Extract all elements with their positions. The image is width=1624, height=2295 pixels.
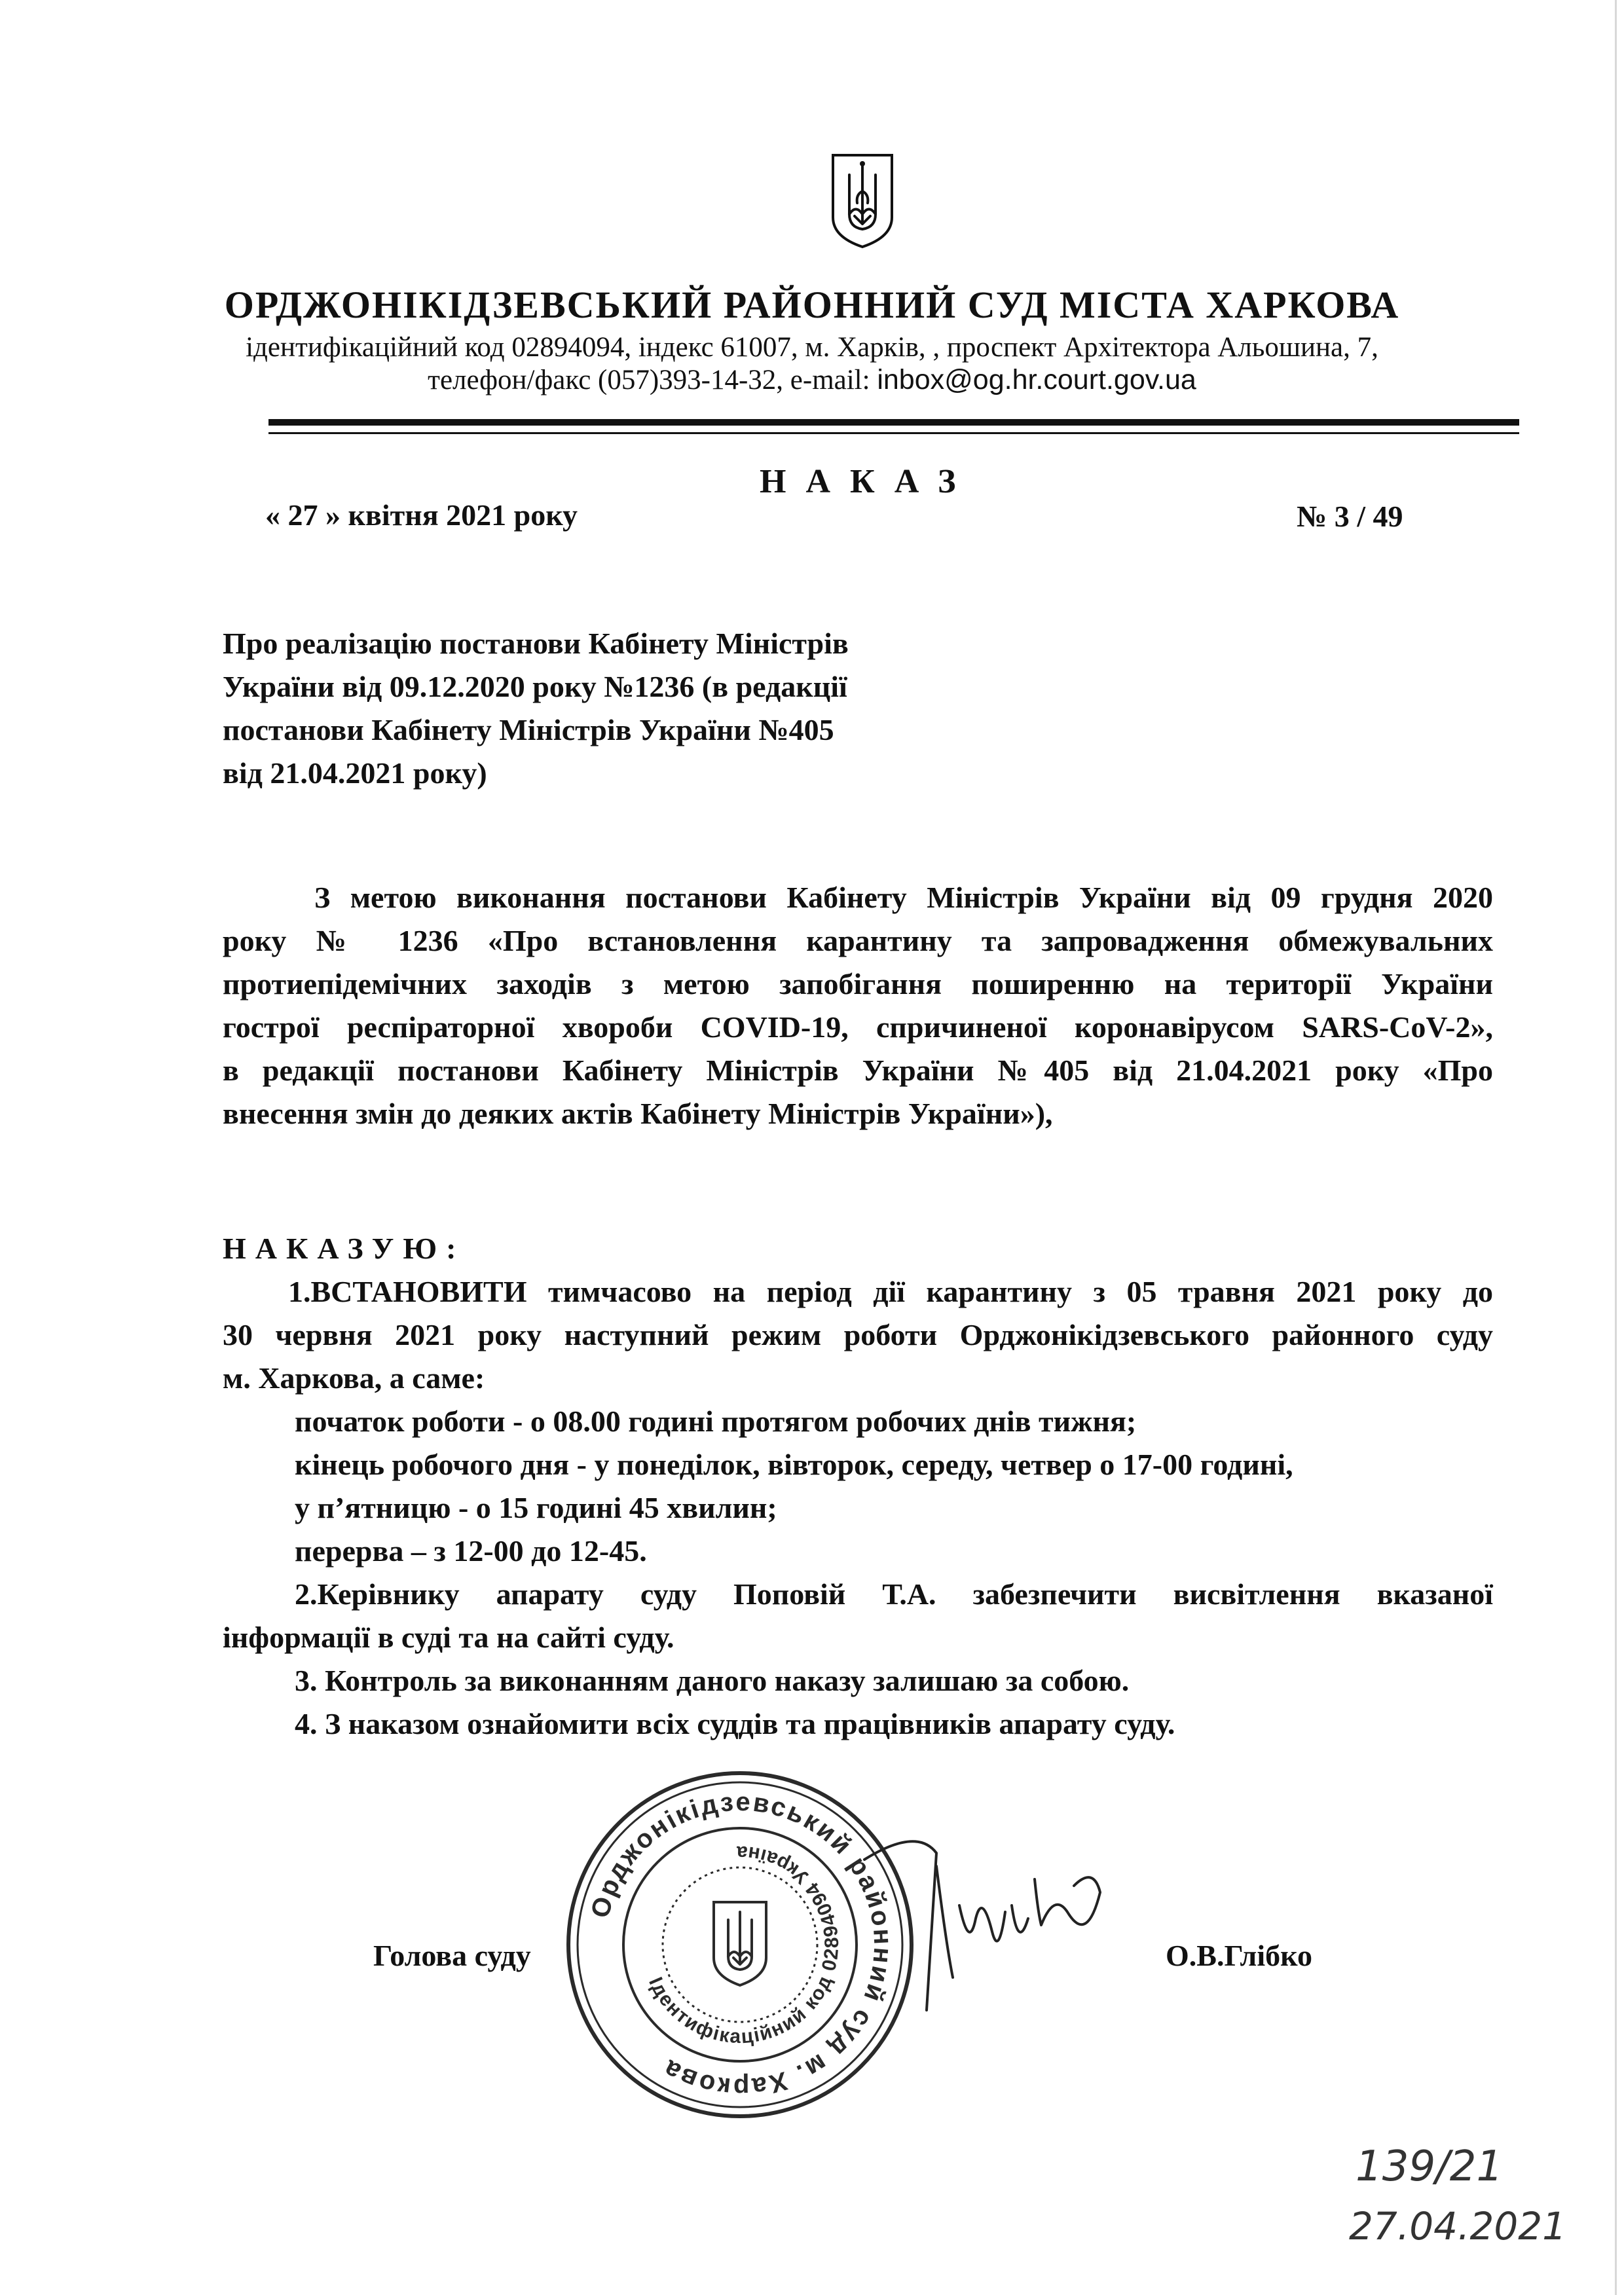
court-email: inbox@og.hr.court.gov.ua	[877, 364, 1196, 395]
order-item-line: 30 червня 2021 року наступний режим роботи Орджонікідзевського районного суду	[223, 1318, 1493, 1351]
order-item-line: у п’ятницю - о 15 годині 45 хвилин;	[295, 1491, 777, 1524]
order-items	[223, 1270, 1493, 1746]
preamble-line: гострої респіраторної хвороби COVID-19, спричиненої коронавірусом SARS-CoV-2»,	[223, 1010, 1493, 1044]
subject-line: від 21.04.2021 року)	[223, 756, 487, 790]
scan-edge	[1615, 0, 1617, 2295]
subject-line: України від 09.12.2020 року №1236 (в редакції	[223, 670, 847, 703]
order-item-line: 3. Контроль за виконанням даного наказу залишаю за собою.	[295, 1664, 1130, 1697]
preamble-line: З метою виконання постанови Кабінету Міністрів України від 09 грудня 2020	[314, 881, 1493, 914]
handwritten-registration-note	[1342, 2135, 1591, 2279]
order-item-line: перерва – з 12-00 до 12-45.	[295, 1534, 647, 1568]
order-item-line: 1.ВСТАНОВИТИ тимчасово на період дії карантину з 05 травня 2021 року до	[288, 1275, 1493, 1308]
seal-trident-icon	[714, 1902, 766, 1985]
court-contacts	[0, 364, 1624, 396]
court-details: ідентифікаційний код 02894094, індекс 61007, м. Харків, , проспект Архітектора Альошина, 7,	[246, 332, 1378, 363]
coat-of-arms-icon	[830, 152, 895, 250]
order-directive-heading: НАКАЗУЮ:	[223, 1232, 466, 1265]
preamble	[223, 876, 1493, 1135]
registration-number: 139/21	[1356, 2142, 1504, 2191]
seal-outer-text: Орджонікідзевський районний суд м. Харкова	[585, 1787, 898, 2102]
subject-line: Про реалізацію постанови Кабінету Міністрів	[223, 627, 849, 660]
signature-label: Голова суду	[373, 1939, 531, 1972]
signatory-name: О.В.Глібко	[1166, 1939, 1313, 1972]
seal-inner-text: Ідентифікаційний код 02894094 Україна	[644, 1841, 843, 2048]
header-divider-thin	[268, 432, 1519, 434]
order-title: НАКАЗ	[760, 463, 976, 500]
order-item-line: початок роботи - о 08.00 годині протягом робочих днів тижня;	[295, 1405, 1137, 1438]
subject-line: постанови Кабінету Міністрів України №405	[223, 713, 834, 746]
registration-date: 27.04.2021	[1349, 2204, 1567, 2249]
order-subject	[223, 622, 982, 795]
contacts-phone: телефон/факс (057)393-14-32, e-mail:	[428, 365, 877, 395]
order-number: № 3 / 49	[1297, 500, 1403, 533]
order-item-line: інформації в суді та на сайті суду.	[223, 1621, 674, 1654]
svg-text:Ідентифікаційний код 02894094	[644, 1842, 843, 2047]
court-name: ОРДЖОНІКІДЗЕВСЬКИЙ РАЙОННИЙ СУД МІСТА ХАРКОВА	[224, 284, 1400, 326]
order-item-line: 2.Керівнику апарату суду Поповій Т.А. забезпечити висвітлення вказаної	[295, 1577, 1493, 1611]
preamble-line: в редакції постанови Кабінету Міністрів України №405 від 21.04.2021 року «Про	[223, 1054, 1493, 1087]
preamble-line: протиепідемічних заходів з метою запобігання поширенню на території України	[223, 967, 1493, 1001]
preamble-line: року № 1236 «Про встановлення карантину та запровадження обмежувальних	[223, 924, 1493, 957]
order-item-line: кінець робочого дня - у понеділок, вівторок, середу, четвер о 17-00 годині,	[295, 1448, 1293, 1481]
handwritten-signature	[838, 1814, 1113, 2030]
header-divider-thick	[268, 419, 1519, 426]
order-item-line: м. Харкова, а саме:	[223, 1361, 485, 1395]
preamble-line: внесення змін до деяких актів Кабінету Міністрів України»),	[223, 1097, 1053, 1130]
order-date: « 27 » квітня 2021 року	[265, 498, 578, 532]
order-item-line: 4. З наказом ознайомити всіх суддів та працівників апарату суду.	[295, 1707, 1175, 1740]
